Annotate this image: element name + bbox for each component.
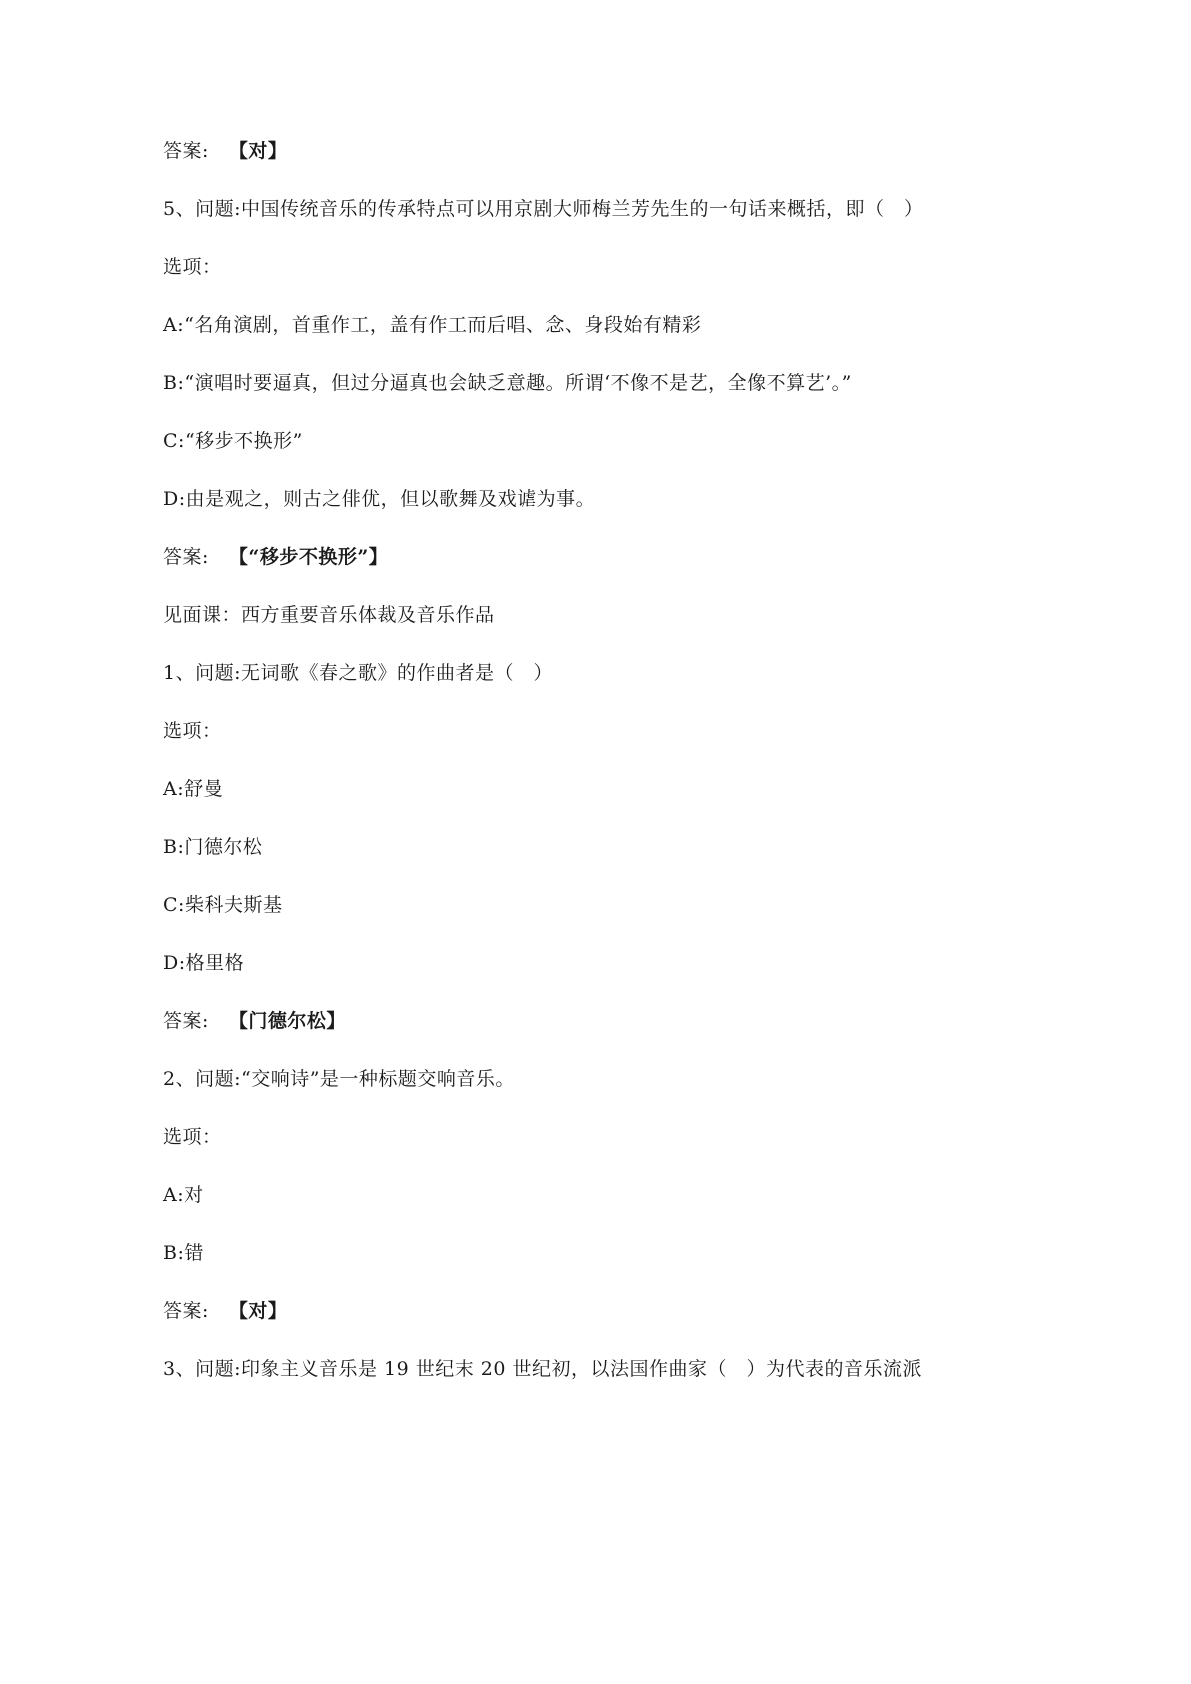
option-line: C:柴科夫斯基	[163, 894, 283, 916]
answer-line	[163, 1298, 287, 1324]
options-label: 选项：	[163, 720, 222, 742]
option-line: C:“移步不换形”	[163, 430, 303, 452]
answer-line	[163, 138, 287, 164]
answer-value: 【门德尔松】	[228, 1010, 346, 1032]
option-line: D:格里格	[163, 952, 245, 974]
option-line: B:“演唱时要逼真，但过分逼真也会缺乏意趣。所谓‘不像不是艺，全像不算艺’。”	[163, 372, 852, 394]
options-label: 选项：	[163, 256, 222, 278]
answer-prefix: 答案:	[163, 140, 209, 162]
options-label: 选项：	[163, 1126, 222, 1148]
option-line: A:对	[163, 1184, 204, 1206]
answer-line	[163, 544, 388, 570]
option-line: A:舒曼	[163, 778, 224, 800]
answer-prefix: 答案:	[163, 1010, 209, 1032]
answer-prefix: 答案:	[163, 1300, 209, 1322]
question-line: 2、问题:“交响诗”是一种标题交响音乐。	[163, 1068, 515, 1090]
option-line: B:门德尔松	[163, 836, 263, 858]
question-line: 3、问题:印象主义音乐是 19 世纪末 20 世纪初，以法国作曲家（ ）为代表的音乐流派	[163, 1358, 923, 1380]
option-line: A:“名角演剧，首重作工，盖有作工而后唱、念、身段始有精彩	[163, 314, 702, 336]
answer-value: 【对】	[228, 140, 288, 162]
answer-value: 【对】	[228, 1300, 288, 1322]
question-line: 1、问题:无词歌《春之歌》的作曲者是（ ）	[163, 662, 553, 684]
option-line: D:由是观之，则古之俳优，但以歌舞及戏谑为事。	[163, 488, 596, 510]
option-line: B:错	[163, 1242, 204, 1264]
question-line: 5、问题:中国传统音乐的传承特点可以用京剧大师梅兰芳先生的一句话来概括，即（ ）	[163, 198, 924, 220]
answer-prefix: 答案:	[163, 546, 209, 568]
section-heading: 见面课：西方重要音乐体裁及音乐作品	[163, 604, 495, 626]
answer-value: 【“移步不换形”】	[228, 546, 389, 568]
answer-line	[163, 1008, 346, 1034]
